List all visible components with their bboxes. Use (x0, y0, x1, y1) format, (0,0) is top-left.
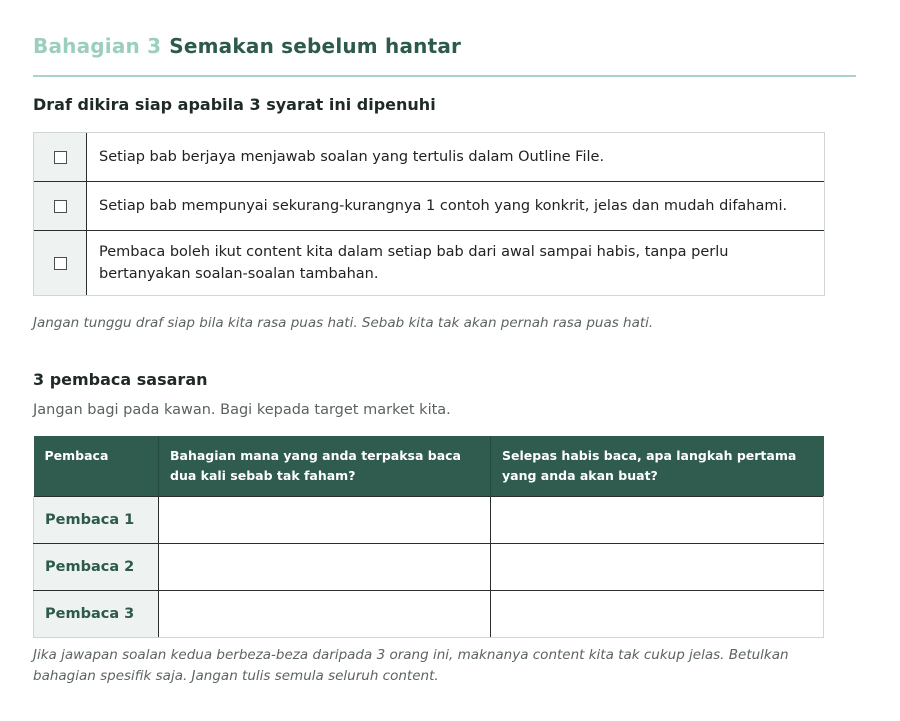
checklist-heading: Draf dikira siap apabila 3 syarat ini dipenuhi (33, 95, 436, 114)
checklist (33, 132, 825, 296)
checklist-item (34, 182, 824, 231)
table-header-row (34, 436, 824, 497)
checklist-item (34, 231, 824, 295)
readers-note: Jika jawapan soalan kedua berbeza-beza daripada 3 orang ini, maknanya content kita tak cukup jelas. Betulkan bahagian spesifik saja. Jangan tulis semula seluruh content. (33, 647, 789, 684)
checkbox-square-icon (54, 151, 67, 164)
table-row (34, 497, 824, 544)
section-header (33, 34, 461, 58)
table-row (34, 591, 824, 638)
checkbox-square-icon (54, 200, 67, 213)
answer-cell[interactable] (159, 497, 491, 544)
readers-heading: 3 pembaca sasaran (33, 370, 208, 389)
section-title: Semakan sebelum hantar (169, 34, 462, 58)
readers-subtitle: Jangan bagi pada kawan. Bagi kepada target market kita. (33, 402, 451, 418)
reader-label: Pembaca 1 (34, 497, 159, 544)
checklist-item-text: Setiap bab berjaya menjawab soalan yang tertulis dalam Outline File. (99, 149, 605, 165)
header-divider (33, 75, 856, 77)
checkbox-square-icon (54, 257, 67, 270)
checkbox-3[interactable] (34, 231, 87, 295)
checklist-item-text: Setiap bab mempunyai sekurang-kurangnya 1 contoh yang konkrit, jelas dan mudah difahami. (99, 198, 788, 214)
checklist-item-text: Pembaca boleh ikut content kita dalam setiap bab dari awal sampai habis, tanpa perlu bertanyakan soalan-soalan tambahan. (99, 244, 729, 282)
answer-cell[interactable] (491, 497, 824, 544)
reader-label: Pembaca 2 (34, 544, 159, 591)
answer-cell[interactable] (159, 591, 491, 638)
section-number: Bahagian 3 (33, 34, 162, 58)
readers-table (33, 436, 824, 638)
reader-label: Pembaca 3 (34, 591, 159, 638)
checkbox-2[interactable] (34, 182, 87, 230)
column-header-reader: Pembaca (34, 436, 159, 497)
answer-cell[interactable] (491, 591, 824, 638)
column-header-first-step: Selepas habis baca, apa langkah pertama yang anda akan buat? (491, 436, 824, 497)
checklist-note: Jangan tunggu draf siap bila kita rasa puas hati. Sebab kita tak akan pernah rasa puas hati. (33, 315, 654, 331)
answer-cell[interactable] (491, 544, 824, 591)
answer-cell[interactable] (159, 544, 491, 591)
column-header-reread-section: Bahagian mana yang anda terpaksa baca dua kali sebab tak faham? (159, 436, 491, 497)
table-row (34, 544, 824, 591)
checkbox-1[interactable] (34, 133, 87, 181)
checklist-item (34, 133, 824, 182)
